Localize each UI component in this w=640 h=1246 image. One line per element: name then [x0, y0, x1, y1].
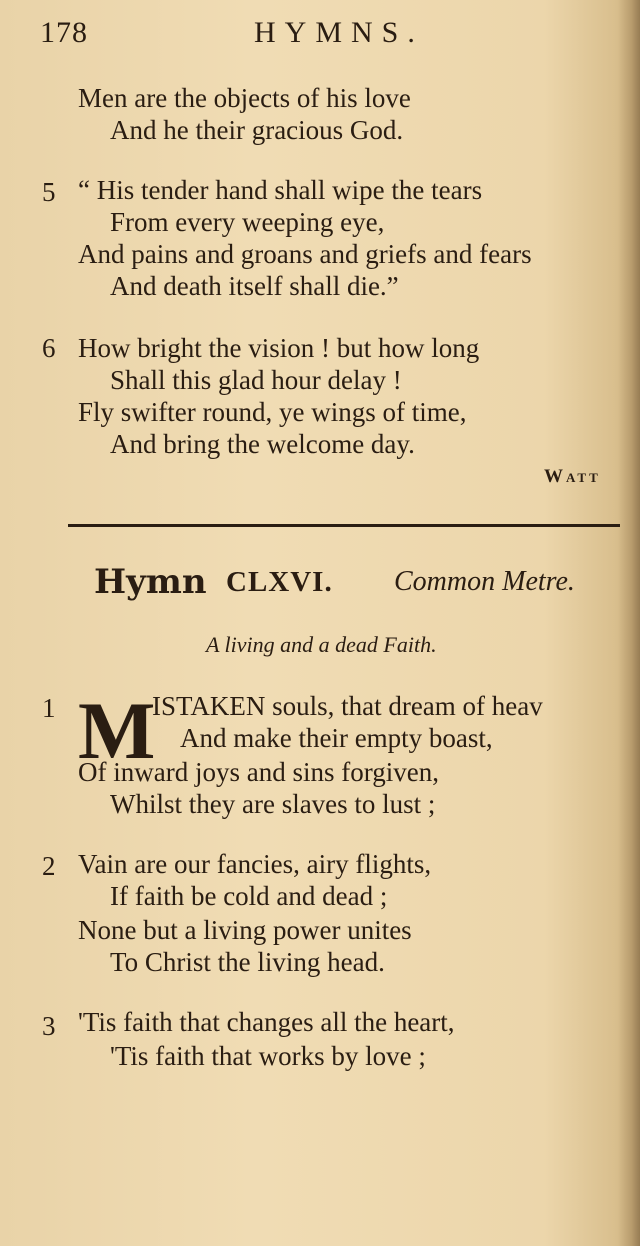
- verse-line: 'Tis faith that works by love ;: [110, 1041, 426, 1071]
- stanza-number: 1: [42, 693, 56, 723]
- verse-line: From every weeping eye,: [110, 207, 385, 237]
- page-number: 178: [40, 16, 88, 49]
- hymn-metre: Common Metre.: [394, 566, 575, 597]
- hymn-number: CLXVI.: [226, 566, 333, 598]
- page-edge: [618, 0, 640, 1246]
- stanza-number: 6: [42, 333, 56, 363]
- stanza-number: 2: [42, 851, 56, 881]
- hymn-subtitle: A living and a dead Faith.: [206, 632, 437, 657]
- hymn-heading: [94, 560, 634, 604]
- page-header: [40, 14, 620, 54]
- stanza-number: 5: [42, 177, 56, 207]
- hymn-label: Hymn: [94, 562, 207, 602]
- verse-line: How bright the vision ! but how long: [78, 333, 480, 363]
- verse-line: ISTAKEN souls, that dream of heav: [152, 691, 543, 721]
- verse-line: And he their gracious God.: [110, 115, 404, 145]
- section-divider: [68, 524, 620, 527]
- verse-line: And bring the welcome day.: [110, 429, 415, 459]
- verse-line: Of inward joys and sins forgiven,: [78, 757, 439, 787]
- drop-cap: M: [78, 685, 156, 776]
- verse-line: Shall this glad hour delay !: [110, 365, 402, 395]
- author-attribution: Watt: [544, 466, 601, 487]
- running-head: HYMNS.: [254, 16, 424, 49]
- verse-line: None but a living power unites: [78, 915, 412, 945]
- verse-line: And pains and groans and griefs and fears: [78, 239, 532, 269]
- verse-line: If faith be cold and dead ;: [110, 881, 388, 911]
- verse-line: “ His tender hand shall wipe the tears: [78, 175, 483, 205]
- verse-line: To Christ the living head.: [110, 947, 385, 977]
- verse-line: Whilst they are slaves to lust ;: [110, 789, 436, 819]
- verse-line: And death itself shall die.”: [110, 271, 399, 301]
- verse-line: Men are the objects of his love: [78, 83, 411, 113]
- verse-line: Vain are our fancies, airy flights,: [78, 849, 432, 879]
- verse-line: Fly swifter round, ye wings of time,: [78, 397, 467, 427]
- verse-line: 'Tis faith that changes all the heart,: [78, 1007, 455, 1037]
- verse-line: And make their empty boast,: [180, 723, 493, 753]
- stanza-number: 3: [42, 1011, 56, 1041]
